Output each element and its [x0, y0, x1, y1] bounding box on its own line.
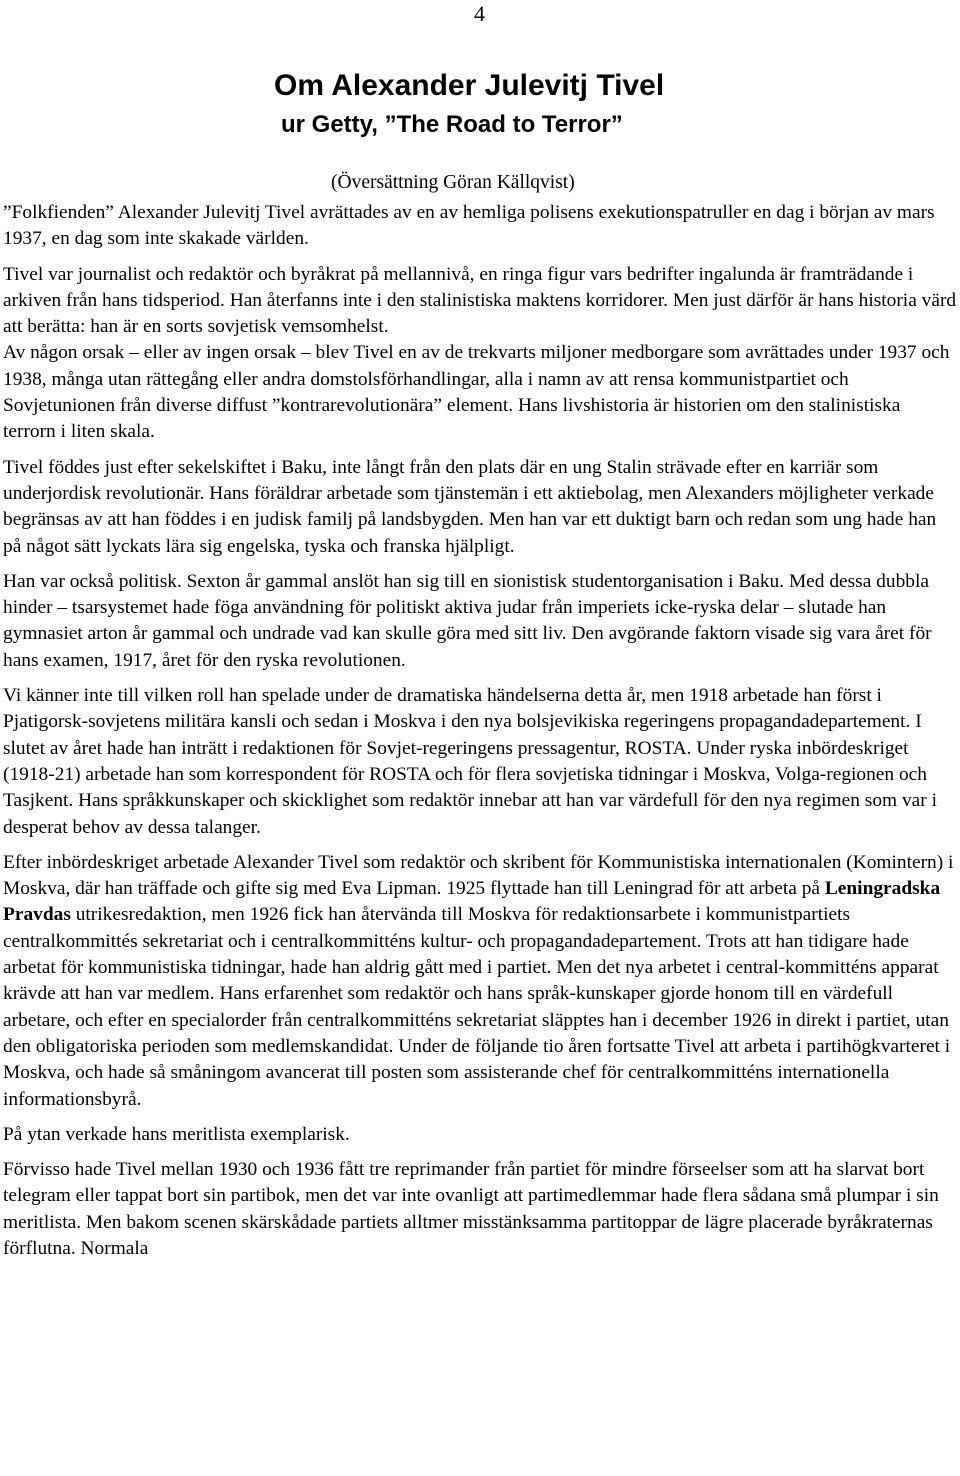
newspaper-name: Leningradska Pravdas: [3, 878, 941, 926]
paragraph-7-after: utrikesredaktion, men 1926 fick han återvända till Moskva för redaktionsarbete i kommunistpartiets centralkommittés sekretariat och i centralkommitténs kultur- och propagandadepartement. Trots att han tidigare hade arbetat för kommunistiska tidningar, hade han aldrig gått med i partiet. Men det nya arbetet i central-kommitténs apparat krävde att han var medlem. Hans erfarenhet som redaktör och hans språk-kunskaper gjorde honom till en värdefull arbetare, och efter en specialorder från centralkommitténs sekretariat släpptes han i december 1926 in direkt i partiet, utan den obligatoriska perioden som medlemskandidat. Under de följande tio åren fortsatte Tivel att arbeta i partihögkvarteret i Moskva, och hade så småningom avancerat till posten som assisterande chef för centralkommitténs internationella informationsbyrå.: [3, 904, 951, 1110]
paragraph-2: Tivel var journalist och redaktör och byråkrat på mellannivå, en ringa figur vars bedrifter ingalunda är framträdande i arkiven från hans tidsperiod. Han återfanns inte i den stalinistiska maktens korridorer. Men just därför är hans historia värd att berätta: han är en sorts sovjetisk vemsomhelst.: [3, 263, 957, 338]
page-number: 4: [474, 1, 485, 26]
title-text: Om Alexander Julevitj Tivel: [274, 69, 665, 102]
paragraph-8: På ytan verkade hans meritlista exemplarisk.: [3, 1123, 350, 1145]
subtitle: ur Getty, ”The Road to Terror”: [281, 111, 623, 138]
paragraph-3: Av någon orsak – eller av ingen orsak – blev Tivel en av de trekvarts miljoner medborgare som avrättades under 1937 och 1938, många utan rättegång eller andra domstolsförhandlingar, alla i namn av att rensa kommunistpartiet och Sovjetunionen från diverse diffust ”kontrarevolutionära” element. Hans livshistoria är historien om den stalinistiska terrorn i liten skala.: [3, 342, 950, 443]
body-text: [3, 200, 957, 1271]
paragraph-7-before: Efter inbördeskriget arbetade Alexander Tivel som redaktör och skribent för Kommunistiska internationalen (Komintern) i Moskva, där han träffade och gifte sig med Eva Lipman. 1925 flyttade han till Leningrad för att arbeta på: [3, 851, 954, 900]
paragraph-1: ”Folkfienden” Alexander Julevitj Tivel avrättades av en av hemliga polisens exekutionspatruller en dag i början av mars 1937, en dag som inte skakade världen.: [3, 202, 935, 250]
paragraph-6: Vi känner inte till vilken roll han spelade under de dramatiska händelserna detta år, men 1918 arbetade han först i Pjatigorsk-sovjetens militära kansli och sedan i Moskva i den nya bolsjevikiska regeringens propagandadepartement. I slutet av året hade han inträtt i redaktionen för Sovjet-regeringens pressagentur, ROSTA. Under ryska inbördeskriget (1918-21) arbetade han som korrespondent för ROSTA och för flera sovjetiska tidningar i Moskva, Volga-regionen och Tasjkent. Hans språkkunskaper och skicklighet som redaktör innebar att han var värdefull för den nya regimen som var i desperat behov av dessa talanger.: [3, 685, 937, 838]
paragraph-7: [3, 850, 957, 1113]
translator-note: (Översättning Göran Källqvist): [331, 172, 575, 193]
paragraph-9: Förvisso hade Tivel mellan 1930 och 1936 fått tre reprimander från partiet för mindre förseelser som att ha slarvat bort telegram eller tappat bort sin partibok, men det var inte ovanligt att partimedlemmar hade flera sådana små plumpar i sin meritlista. Men bakom scenen skärskådade partiets alltmer misstänksamma partitoppar de lägre placerade byråkraternas förflutna. Normala: [3, 1159, 939, 1259]
paragraph-5: Han var också politisk. Sexton år gammal anslöt han sig till en sionistisk studentorganisation i Baku. Med dessa dubbla hinder – tsarsystemet hade föga användning för politiskt aktiva judar från imperiets icke-ryska delar – slutade han gymnasiet arton år gammal och undrade vad kan skulle göra med sitt liv. Den avgörande faktorn visade sig vara året för hans examen, 1917, året för den ryska revolutionen.: [3, 570, 932, 671]
paragraph-4: Tivel föddes just efter sekelskiftet i Baku, inte långt från den plats där en ung Stalin strävade efter en karriär som underjordisk revolutionär. Hans föräldrar arbetade som tjänstemän i ett aktiebolag, men Alexanders möjligheter verkade begränsas av att han föddes i en judisk familj på landsbygden. Men han var ett duktigt barn och redan som ung hade han på något sätt lyckats lära sig engelska, tyska och franska hjälpligt.: [3, 456, 937, 557]
